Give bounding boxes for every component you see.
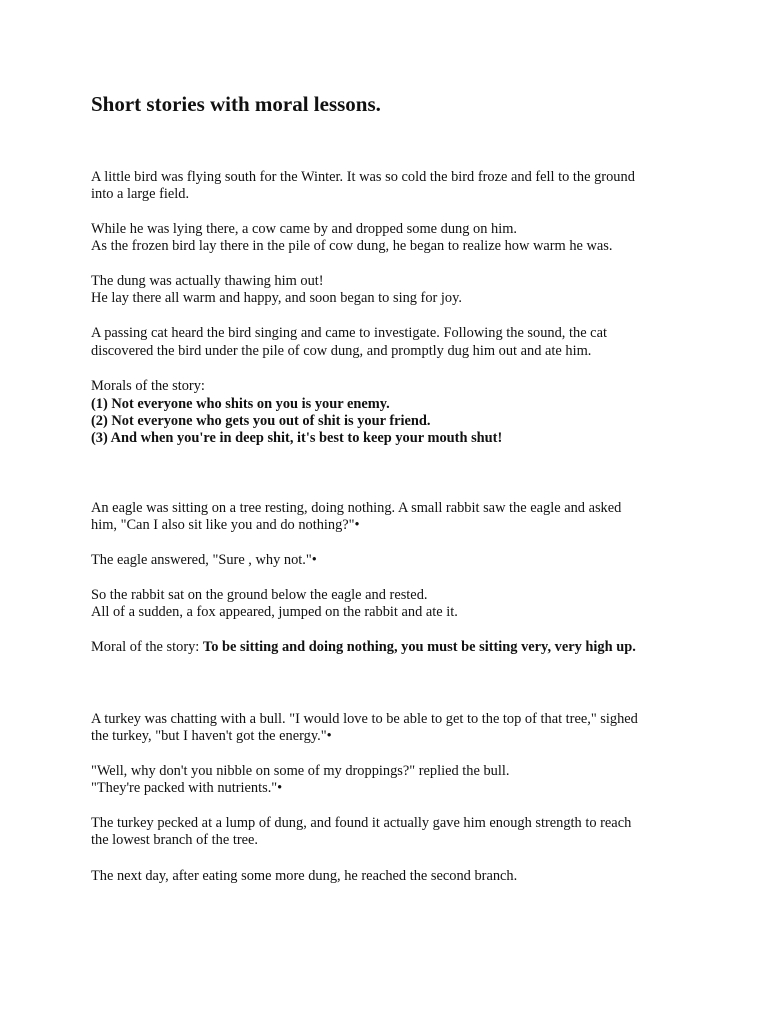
story3-p2-line1: "Well, why don't you nibble on some of my droppings?" replied the bull.	[91, 763, 510, 779]
story2-p2: The eagle answered, "Sure , why not."•	[91, 552, 317, 568]
story2-moral	[91, 639, 636, 656]
story1-p2-line2: As the frozen bird lay there in the pile of cow dung, he began to realize how warm he was.	[91, 238, 613, 254]
story1-p4-line2: discovered the bird under the pile of cow dung, and promptly dug him out and ate him.	[91, 343, 592, 359]
story1-moral-3: (3) And when you're in deep shit, it's best to keep your mouth shut!	[91, 430, 503, 446]
story1-p1-line2: into a large field.	[91, 186, 190, 202]
story3-p2-line2: "They're packed with nutrients."•	[91, 780, 283, 796]
story1-p3-line1: The dung was actually thawing him out!	[91, 273, 324, 289]
story2-p1-line2: him, "Can I also sit like you and do nothing?"•	[91, 517, 360, 533]
story3-p1-line1: A turkey was chatting with a bull. "I would love to be able to get to the top of that tree," sighed	[91, 711, 638, 727]
story1-p1-line1: A little bird was flying south for the Winter. It was so cold the bird froze and fell to the ground	[91, 169, 635, 185]
story1-moral-2: (2) Not everyone who gets you out of shit is your friend.	[91, 413, 431, 429]
story2-p3-line2: All of a sudden, a fox appeared, jumped on the rabbit and ate it.	[91, 604, 458, 620]
story2-p3-line1: So the rabbit sat on the ground below the eagle and rested.	[91, 587, 428, 603]
story3-p4: The next day, after eating some more dung, he reached the second branch.	[91, 868, 518, 884]
story1-p3-line2: He lay there all warm and happy, and soon began to sing for joy.	[91, 290, 462, 306]
story1-p2-line1: While he was lying there, a cow came by and dropped some dung on him.	[91, 221, 518, 237]
story1-p4-line1: A passing cat heard the bird singing and came to investigate. Following the sound, the cat	[91, 325, 607, 341]
story3-p3-line1: The turkey pecked at a lump of dung, and found it actually gave him enough strength to reach	[91, 815, 632, 831]
story2-p1-line1: An eagle was sitting on a tree resting, doing nothing. A small rabbit saw the eagle and asked	[91, 500, 622, 516]
story3-p3-line2: the lowest branch of the tree.	[91, 832, 259, 848]
story2-moral-label: Moral of the story:	[91, 639, 203, 655]
story3-p1-line2: the turkey, "but I haven't got the energy."•	[91, 728, 332, 744]
story2-moral-text: To be sitting and doing nothing, you must be sitting very, very high up.	[202, 639, 636, 655]
page-title: Short stories with moral lessons.	[91, 92, 381, 116]
story1-moral-1: (1) Not everyone who shits on you is your enemy.	[91, 396, 390, 412]
story1-morals-label: Morals of the story:	[91, 378, 205, 394]
